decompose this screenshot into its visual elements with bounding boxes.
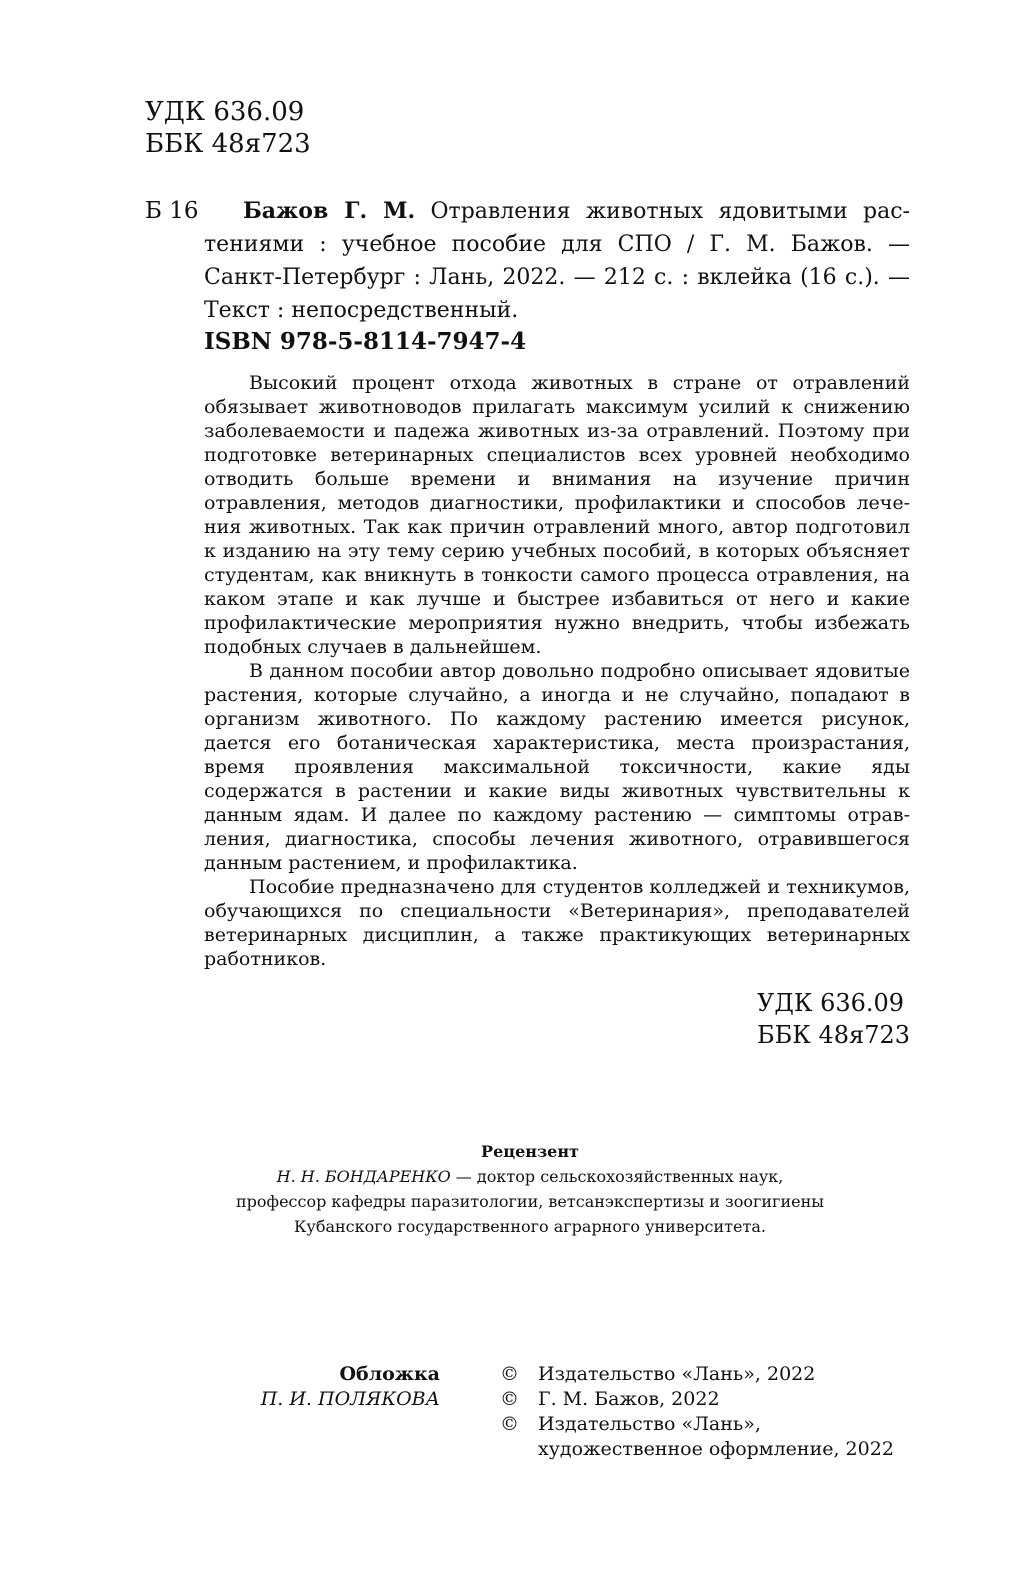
author-name: Бажов Г. М. [243, 198, 416, 224]
author-mark: Б 16 [145, 198, 199, 224]
reviewer-heading: Рецензент [481, 1142, 579, 1161]
reviewer-line-1 [150, 1164, 910, 1189]
udk-code: УДК 636.09 [145, 97, 305, 127]
bibliographic-description [204, 195, 910, 327]
isbn: ISBN 978-5-8114-7947-4 [204, 328, 527, 355]
abstract-paragraph: Пособие предназначено для студентов колледжей и техникумов, обучающихся по специальности «Ветеринария», преподавателей ветеринарных дисциплин, а также практикующих ветеринарных работников. [204, 876, 910, 970]
copyright-text: Издательство «Лань», художественное оформление, 2022 [538, 1413, 894, 1460]
reviewer-name: Н. Н. БОНДАРЕНКО [276, 1167, 451, 1186]
cover-heading: Обложка [339, 1363, 440, 1385]
reviewer-line-3: Кубанского государственного аграрного университета. [294, 1217, 766, 1236]
copyright-row [500, 1412, 920, 1462]
reviewer-block [150, 1139, 910, 1239]
description-text: Отравления животных ядовитыми растениями : учебное пособие для СПО / Г. М. Бажов. — Санкт-Петербург : Лань, 2022. — 212 с. : вклейка (16 с.). — Текст : непосредственный. [204, 199, 910, 323]
copyright-sign: © [500, 1363, 519, 1385]
copyright-sign: © [500, 1413, 519, 1435]
bbk-code: ББК 48я723 [757, 1021, 910, 1049]
copyright-row [500, 1387, 920, 1412]
copyright-sign: © [500, 1388, 519, 1410]
bibliographic-record [145, 195, 910, 327]
reviewer-degree: — доктор сельскохозяйственных наук, [450, 1167, 784, 1186]
classification-codes-top [145, 96, 311, 160]
abstract [204, 371, 910, 971]
cover-credit [200, 1362, 440, 1412]
abstract-paragraph: В данном пособии автор довольно подробно описывает ядовитые растения, которые случайно, а иногда и не случайно, попадают в организм животного. По каждому растению имеется рисунок, дается его ботаническая характеристика, места произрастания, время проявления максимальной токсичности, какие яды содержатся в растении и какие виды животных чувствительны к данным ядам. И далее по каждому растению — симптомы отравления, диагностика, способы лечения животного, отравившегося данным растением, и профилактика. [204, 660, 910, 874]
copyright-notices [500, 1362, 920, 1462]
classification-codes-bottom [757, 987, 910, 1051]
copyright-text: Г. М. Бажов, 2022 [538, 1388, 720, 1410]
abstract-paragraph: Высокий процент отхода животных в стране от отравлений обязывает животноводов прилагать максимум усилий к снижению заболеваемости и падежа животных из-за отравлений. Поэтому при подготовке ветеринарных специалистов всех уровней необходимо отводить больше времени и внимания на изучение причин отравления, методов диагностики, профилактики и способов лечения животных. Так как причин отравлений много, автор подготовил к изданию на эту тему серию учебных пособий, в которых объясняет студентам, как вникнуть в тонкости самого процесса отравления, на каком этапе и как лучше и быстрее избавиться от него и какие профилактические мероприятия нужно внедрить, чтобы избежать подобных случаев в дальнейшем. [204, 372, 910, 658]
copyright-text: Издательство «Лань», 2022 [538, 1363, 816, 1385]
udk-code: УДК 636.09 [757, 989, 905, 1017]
copyright-row [500, 1362, 920, 1387]
cover-artist: П. И. ПОЛЯКОВА [260, 1388, 440, 1410]
reviewer-line-2: профессор кафедры паразитологии, ветсанэкспертизы и зоогигиены [236, 1192, 824, 1211]
bbk-code: ББК 48я723 [145, 129, 311, 159]
